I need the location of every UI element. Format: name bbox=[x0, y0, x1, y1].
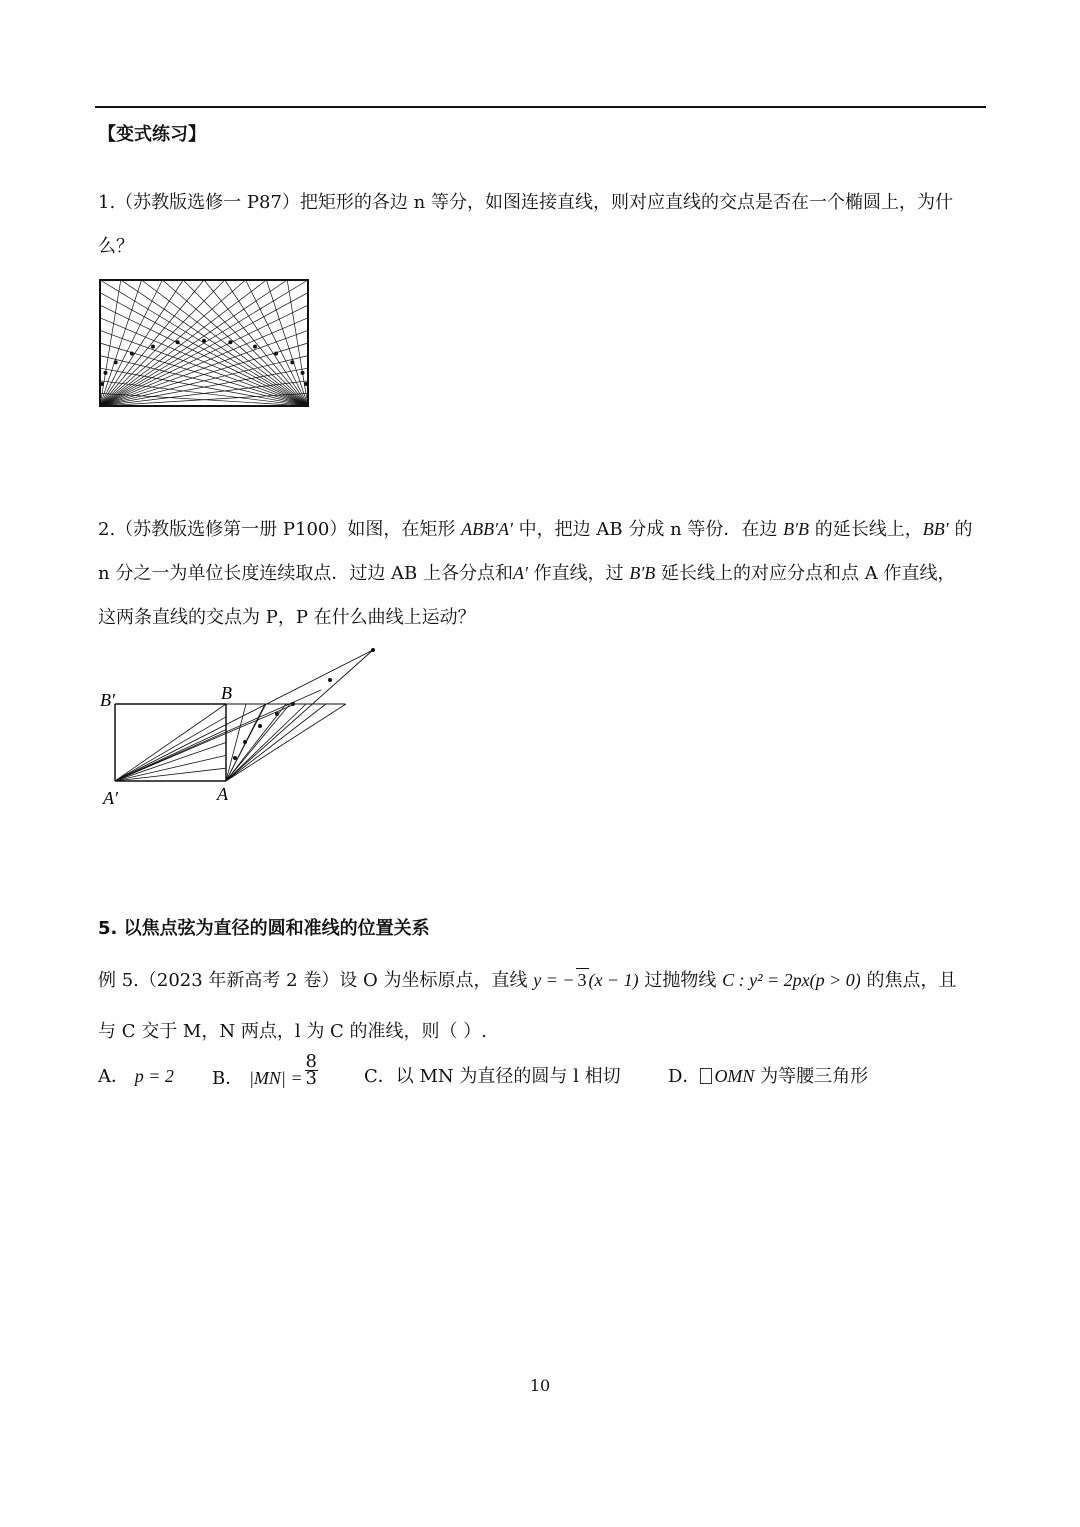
page-number: 10 bbox=[529, 1376, 551, 1395]
intersection-dot bbox=[328, 678, 332, 682]
label-b: B bbox=[221, 683, 232, 703]
fan-line bbox=[226, 704, 306, 781]
intersection-dot bbox=[371, 648, 375, 652]
example5-line1: 例 5.（2023 年新高考 2 卷）设 O 为坐标原点，直线 y = − 3 (x − 1) 过抛物线 C : y² = 2px(p > 0) 的焦点，且 bbox=[98, 970, 957, 991]
fan-line bbox=[100, 280, 266, 406]
intersection-dot bbox=[291, 702, 295, 706]
fan-line bbox=[115, 730, 226, 781]
fan-line bbox=[115, 768, 226, 781]
fan-line bbox=[115, 755, 226, 781]
fan-line bbox=[115, 717, 226, 781]
intersection-dot bbox=[130, 351, 134, 355]
triangle-symbol-icon bbox=[700, 1068, 712, 1084]
figure-rectangle-ellipse bbox=[98, 278, 310, 408]
fan-line bbox=[287, 280, 308, 406]
ray-line bbox=[226, 650, 373, 781]
problem2-line3: 这两条直线的交点为 P，P 在什么曲线上运动？ bbox=[98, 607, 476, 628]
fan-line bbox=[162, 280, 308, 406]
fan-line bbox=[115, 704, 226, 781]
option-c: C．以 MN 为直径的圆与 l 相切 bbox=[364, 1066, 621, 1087]
intersection-dot bbox=[202, 339, 206, 343]
section-heading: 【变式练习】 bbox=[98, 124, 206, 145]
intersection-dot bbox=[151, 345, 155, 349]
intersection-dot bbox=[253, 345, 257, 349]
fan-line bbox=[100, 280, 287, 406]
fan-line bbox=[142, 280, 308, 406]
fan-line bbox=[100, 280, 183, 406]
intersection-dot bbox=[228, 340, 232, 344]
label-a-prime: A′ bbox=[103, 788, 118, 808]
problem2-line2: n 分之一为单位长度连续取点．过边 AB 上各分点和A′ 作直线，过 B′B 延长线上的对应分点和点 A 作直线， bbox=[98, 563, 956, 584]
intersection-dot bbox=[176, 340, 180, 344]
intersection-dot bbox=[114, 360, 118, 364]
problem1-line2: 么？ bbox=[98, 236, 134, 257]
intersection-dot bbox=[103, 371, 107, 375]
top-rule bbox=[95, 106, 986, 108]
option-a: A． p = 2 bbox=[98, 1066, 174, 1087]
label-b-prime: B′ bbox=[100, 690, 115, 710]
fan-line bbox=[115, 743, 226, 782]
option-b: B． |MN| = $\frac{8}{3}$ bbox=[212, 1051, 317, 1089]
option-d: D． OMN 为等腰三角形 bbox=[668, 1066, 869, 1087]
intersection-dot bbox=[233, 756, 237, 760]
label-a: A bbox=[217, 784, 228, 804]
fan-line bbox=[100, 280, 121, 406]
intersection-dot bbox=[275, 712, 279, 716]
fan-line bbox=[121, 280, 308, 406]
intersection-dot bbox=[258, 724, 262, 728]
fan-line bbox=[100, 280, 246, 406]
problem1-line1: 1.（苏教版选修一 P87）把矩形的各边 n 等分，如图连接直线，则对应直线的交点是否在一个椭圆上，为什 bbox=[98, 192, 953, 213]
intersection-dot bbox=[290, 360, 294, 364]
ray-line bbox=[115, 704, 295, 781]
intersection-dot bbox=[301, 371, 305, 375]
intersection-dot bbox=[243, 740, 247, 744]
intersection-dot bbox=[274, 351, 278, 355]
fan-line bbox=[225, 280, 308, 406]
section5-heading: 5. 以焦点弦为直径的圆和准线的位置关系 bbox=[98, 918, 430, 939]
example5-line2: 与 C 交于 M，N 两点，l 为 C 的准线，则（ ）. bbox=[98, 1021, 487, 1042]
ray-line bbox=[115, 650, 373, 781]
figure-rectangle-hyperbola bbox=[95, 642, 385, 812]
problem2-line1: 2.（苏教版选修第一册 P100）如图，在矩形 ABB′A′ 中，把边 AB 分成 n 等份．在边 B′B 的延长线上，BB′ 的 bbox=[98, 519, 973, 540]
